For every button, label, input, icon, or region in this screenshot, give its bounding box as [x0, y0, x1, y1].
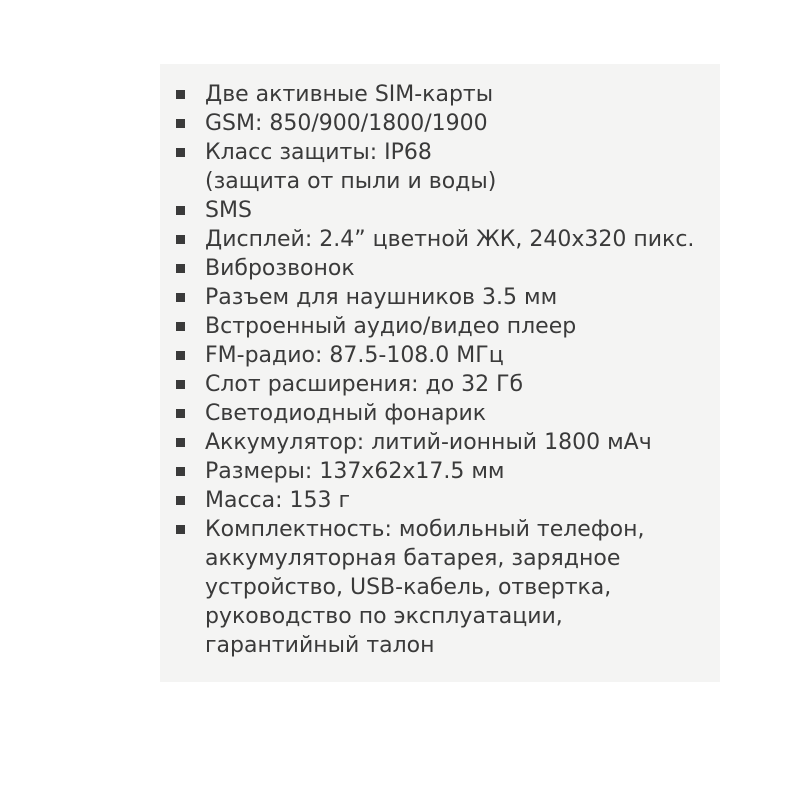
- spec-item-text-line: Размеры: 137х62х17.5 мм: [205, 459, 505, 484]
- spec-item: [176, 457, 694, 486]
- spec-item: [176, 399, 694, 428]
- spec-item: [176, 370, 694, 399]
- spec-item: [176, 312, 694, 341]
- square-bullet-icon: [176, 322, 185, 331]
- spec-item-text-line: Встроенный аудио/видео плеер: [205, 314, 577, 339]
- spec-item: [176, 109, 694, 138]
- spec-item-text-line: Класс защиты: IP68: [205, 140, 432, 165]
- spec-item-text-line: гарантийный талон: [205, 633, 435, 658]
- square-bullet-icon: [176, 148, 185, 157]
- square-bullet-icon: [176, 496, 185, 505]
- spec-item-text-line: FM-радио: 87.5-108.0 МГц: [205, 343, 504, 368]
- spec-item: [176, 80, 694, 109]
- spec-item-text-line: аккумуляторная батарея, зарядное: [205, 546, 621, 571]
- spec-item-text-line: Комплектность: мобильный телефон,: [205, 517, 645, 542]
- square-bullet-icon: [176, 380, 185, 389]
- spec-item-text-line: Светодиодный фонарик: [205, 401, 487, 426]
- spec-item-text-line: Аккумулятор: литий-ионный 1800 мАч: [205, 430, 652, 455]
- spec-item-text-line: SMS: [205, 198, 252, 223]
- square-bullet-icon: [176, 438, 185, 447]
- square-bullet-icon: [176, 351, 185, 360]
- spec-item: [176, 283, 694, 312]
- spec-item: [176, 138, 694, 196]
- spec-item: [176, 254, 694, 283]
- spec-item: [176, 196, 694, 225]
- square-bullet-icon: [176, 525, 185, 534]
- spec-item-text-line: Виброзвонок: [205, 256, 355, 281]
- square-bullet-icon: [176, 235, 185, 244]
- spec-item: [176, 515, 694, 660]
- spec-item-text-line: (защита от пыли и воды): [205, 169, 497, 194]
- spec-item-text-line: устройство, USB-кабель, отвертка,: [205, 575, 612, 600]
- spec-item-text-line: GSM: 850/900/1800/1900: [205, 111, 488, 136]
- spec-item: [176, 428, 694, 457]
- spec-list: [176, 80, 694, 660]
- spec-item-text-line: Две активные SIM-карты: [205, 82, 494, 107]
- square-bullet-icon: [176, 264, 185, 273]
- square-bullet-icon: [176, 409, 185, 418]
- spec-item-text-line: Масса: 153 г: [205, 488, 351, 513]
- spec-item: [176, 341, 694, 370]
- spec-item-text-line: Разъем для наушников 3.5 мм: [205, 285, 558, 310]
- spec-item-text-line: Слот расширения: до 32 Гб: [205, 372, 524, 397]
- square-bullet-icon: [176, 293, 185, 302]
- spec-item-text-line: руководство по эксплуатации,: [205, 604, 563, 629]
- square-bullet-icon: [176, 467, 185, 476]
- spec-item: [176, 486, 694, 515]
- square-bullet-icon: [176, 119, 185, 128]
- spec-item: [176, 225, 694, 254]
- square-bullet-icon: [176, 206, 185, 215]
- spec-item-text-line: Дисплей: 2.4” цветной ЖК, 240х320 пикс.: [205, 227, 695, 252]
- square-bullet-icon: [176, 90, 185, 99]
